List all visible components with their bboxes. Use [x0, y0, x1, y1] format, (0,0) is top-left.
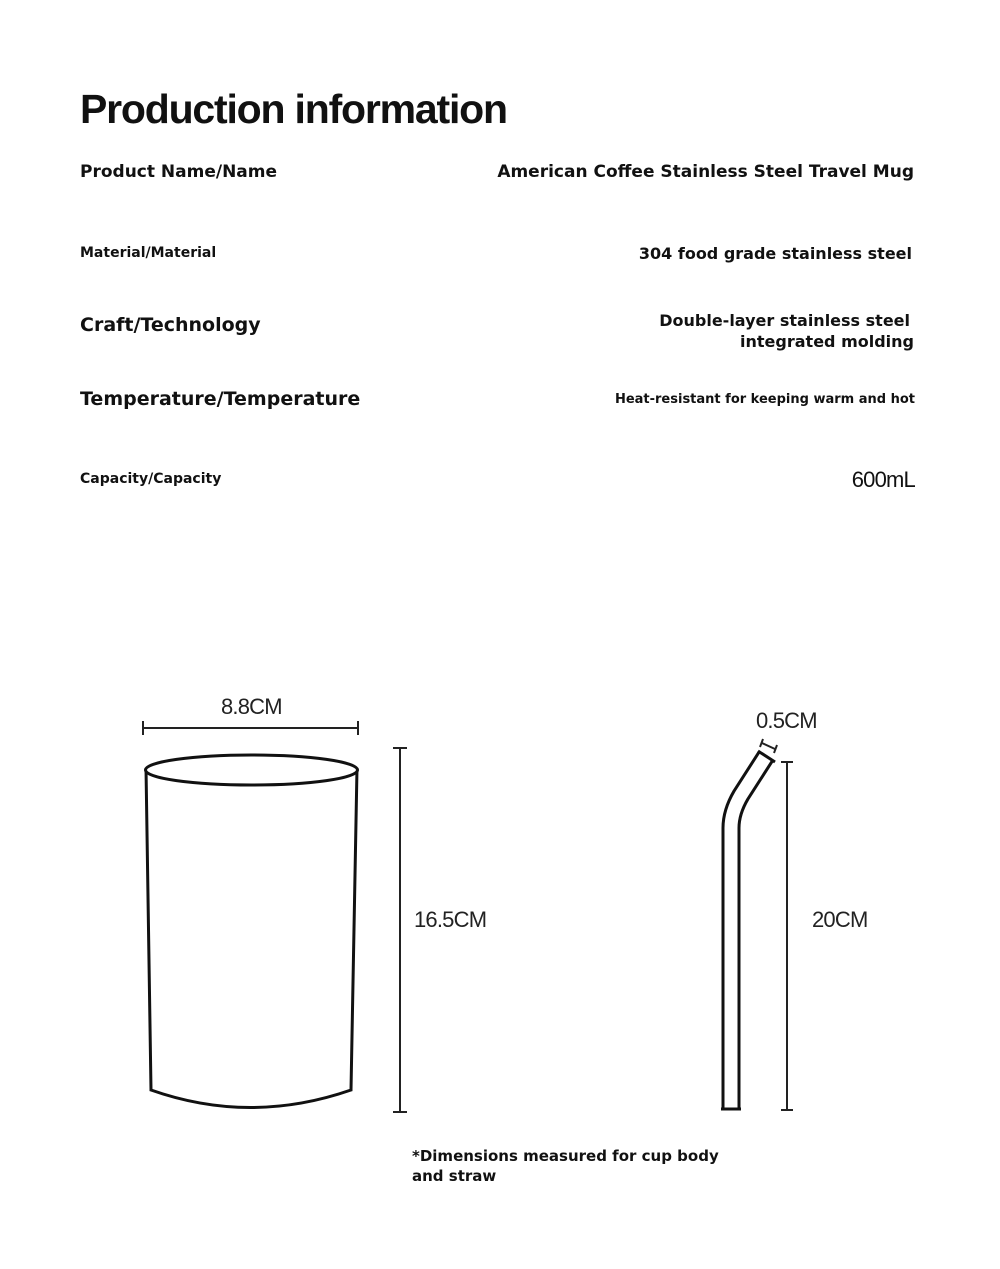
cup-width-dimension	[143, 721, 358, 735]
material-label: Material/Material	[80, 245, 217, 261]
straw-length-dimension	[781, 762, 793, 1110]
craft-label: Craft/Technology	[80, 314, 261, 336]
craft-value-line-1: Double-layer stainless steel	[659, 311, 910, 330]
temperature-value-line: Heat-resistant for keeping warm and hot	[614, 392, 915, 407]
product-name-value-line: American Coffee Stainless Steel Travel Mug	[497, 162, 914, 182]
capacity-value-line: 600mL	[851, 467, 915, 492]
capacity-label: Capacity/Capacity	[80, 471, 222, 487]
cup-height-label: 16.5CM	[414, 907, 487, 932]
page-title: Production information	[80, 86, 507, 132]
straw-diameter-label: 0.5CM	[756, 708, 817, 733]
straw-length-label: 20CM	[812, 907, 868, 932]
cup-width-label: 8.8CM	[221, 694, 282, 719]
straw-outline	[721, 751, 775, 1109]
dimensions-footnote: *Dimensions measured for cup body and straw	[412, 1147, 719, 1185]
cup-outline	[146, 755, 358, 1108]
straw-diameter-dimension	[760, 739, 777, 753]
temperature-label: Temperature/Temperature	[80, 388, 361, 410]
craft-value-line-2: integrated molding	[740, 332, 914, 351]
product-name-label: Product Name/Name	[80, 162, 278, 182]
material-value-line: 304 food grade stainless steel	[638, 244, 912, 263]
cup-height-dimension	[393, 748, 407, 1112]
